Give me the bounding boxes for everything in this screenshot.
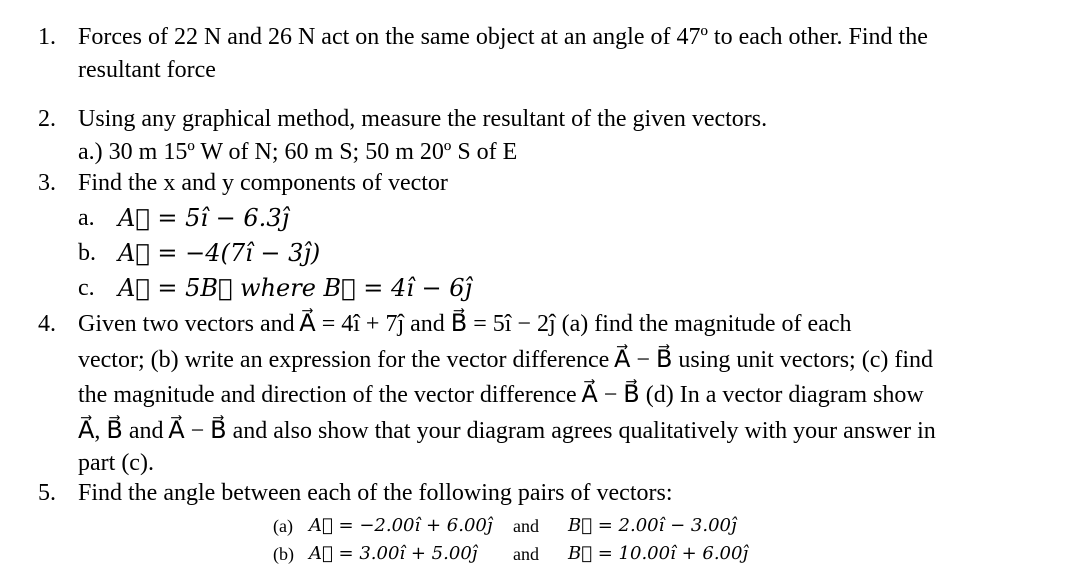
problem-3-part-c-expression: A⃗ = 5B⃗ where B⃗ = 4î − 6ĵ [118,274,472,302]
vector-pair-b-label: (b) [273,544,294,564]
vector-pair-a-vector-b: B⃗ = 2.00î − 3.00ĵ [568,515,737,536]
problem-5-number: 5. [38,480,56,506]
problem-1-text-line-2: resultant force [78,57,216,83]
problem-4-text-line-2: vector; (b) write an expression for the vector difference A⃗ − B⃗ using unit vectors; (c) find [78,347,934,373]
vector-pair-b-vector-a: A⃗ = 3.00î + 5.00ĵ [309,543,478,564]
vector-pair-a-and: and [513,516,539,536]
vector-pair-a-label: (a) [273,516,293,536]
problem-4-text-line-3: the magnitude and direction of the vector difference A⃗ − B⃗ (d) In a vector diagram show [78,382,924,408]
vector-pair-b-vector-b: B⃗ = 10.00î + 6.00ĵ [568,543,749,564]
problem-1-text-line-1: Forces of 22 N and 26 N act on the same object at an angle of 47º to each other. Find the [78,24,928,50]
problem-3-part-b-expression: A⃗ = −4(7î − 3ĵ) [118,239,321,267]
problem-4-text-line-4: A⃗, B⃗ and A⃗ − B⃗ and also show that your diagram agrees qualitatively with your answer in [78,418,936,444]
problem-2-text-line-2: a.) 30 m 15º W of N; 60 m S; 50 m 20º S of E [78,139,518,165]
problem-3-part-c-label: c. [78,275,95,301]
problem-5-text-line-1: Find the angle between each of the following pairs of vectors: [78,480,673,506]
problem-3-text-line-1: Find the x and y components of vector [78,170,448,196]
problem-2-text-line-1: Using any graphical method, measure the resultant of the given vectors. [78,106,768,132]
vector-pairs-block [273,515,793,575]
problem-3-part-a-label: a. [78,205,95,231]
problem-2-number: 2. [38,106,56,132]
vector-pair-b-and: and [513,544,539,564]
problem-3-number: 3. [38,170,56,196]
problem-3-part-b-label: b. [78,240,96,266]
problem-3-part-a-expression: A⃗ = 5î − 6.3ĵ [118,204,290,232]
vector-pair-a-vector-a: A⃗ = −2.00î + 6.00ĵ [309,515,493,536]
problem-4-number: 4. [38,311,56,337]
problem-1-number: 1. [38,24,56,50]
problem-4-text-line-5: part (c). [78,450,154,476]
problem-4-text-line-1: Given two vectors and A⃗ = 4î + 7ĵ and B⃗ = 5î − 2ĵ (a) find the magnitude of each [78,311,852,337]
